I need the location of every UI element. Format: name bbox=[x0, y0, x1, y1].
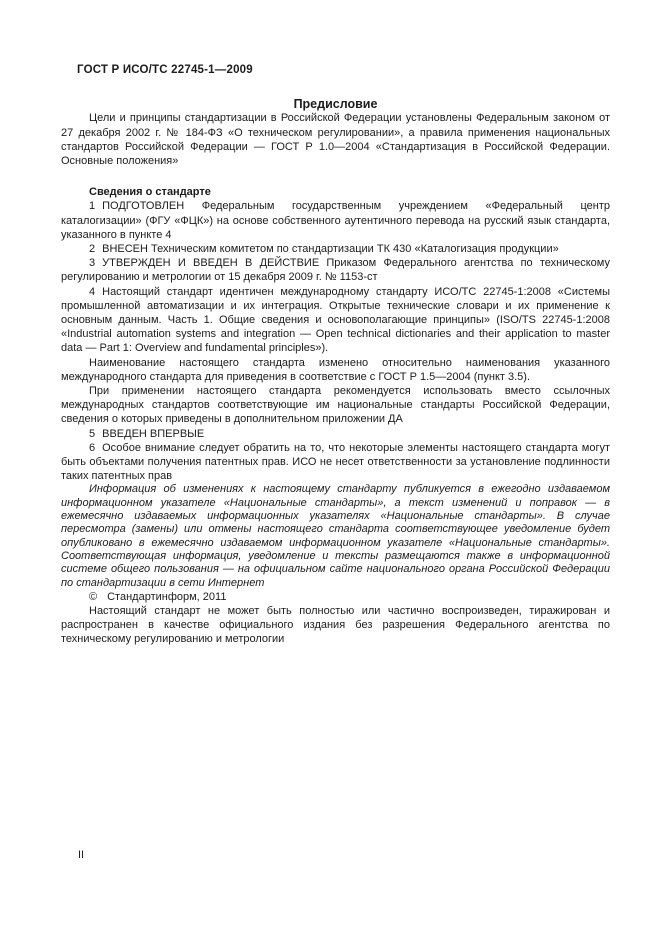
item-number: 5 bbox=[89, 427, 96, 440]
page-title: Предисловие bbox=[293, 97, 378, 112]
copyright-icon: © bbox=[89, 590, 98, 603]
page-number: II bbox=[78, 849, 85, 861]
item-4-note-renaming: Наименование настоящего стандарта изменено относительно наименования указанного международного стандарта для приведения в соответствие с ГОСТ Р 1.5—2004 (пункт 3.5). bbox=[61, 356, 610, 383]
item-text: ВНЕСЕН Техническим комитетом по стандартизации ТК 430 «Каталогизация продукции» bbox=[102, 243, 559, 256]
foreword-item-4 bbox=[61, 285, 610, 356]
item-number: 1 bbox=[89, 200, 96, 213]
item-number: 6 bbox=[89, 441, 96, 454]
item-text: Настоящий стандарт идентичен международному стандарту ИСО/ТС 22745-1:2008 «Системы промышленной автоматизации и их интеграция. Открытые технические словари и их применение к основным данным. Часть 1. Общие сведения и основополагающие принципы» (ISO/TS 22745-1:2008 «Industrial automation systems and integration — Open technical dictionaries and their application to master data — Part 1: Overview and fundamental principles»). bbox=[61, 285, 610, 355]
item-text: УТВЕРЖДЕН И ВВЕДЕН В ДЕЙСТВИЕ Приказом Федерального агентства по техническому регулированию и метрологии от 15 декабря 2009 г. № 1153-ст bbox=[61, 257, 610, 284]
item-number: 2 bbox=[89, 243, 96, 256]
item-text: ПОДГОТОВЛЕН Федеральным государственным учреждением «Федеральный центр каталогизации» (ФГУ «ФЦК») на основе собственного аутентичного перевода на русский язык стандарта, указанного в пункте 4 bbox=[61, 200, 610, 241]
item-text: ВВЕДЕН ВПЕРВЫЕ bbox=[102, 427, 205, 440]
standard-code-header: ГОСТ Р ИСО/ТС 22745-1—2009 bbox=[77, 64, 253, 76]
foreword-item-3 bbox=[61, 256, 610, 284]
copyright-text: Стандартинформ, 2011 bbox=[107, 590, 227, 603]
foreword-item-1 bbox=[61, 199, 610, 242]
foreword-item-6 bbox=[61, 441, 610, 484]
foreword-item-2 bbox=[61, 242, 610, 256]
item-number: 4 bbox=[89, 285, 96, 298]
copyright-line bbox=[61, 590, 610, 604]
item-number: 3 bbox=[89, 257, 96, 270]
foreword-intro-paragraph: Цели и принципы стандартизации в Российской Федерации установлены Федеральным законом от 27 декабря 2002 г. № 184-ФЗ «О техническом регулировании», а правила применения национальных стандартов Российской Федерации — ГОСТ Р 1.0—2004 «Стандартизация в Российской Федерации. Основные положения» bbox=[61, 112, 610, 168]
publication-notice-paragraph: Информация об изменениях к настоящему стандарту публикуется в ежегодно издаваемом информационном указателе «Национальные стандарты», а текст изменений и поправок — в ежемесячно издаваемых информационных указателях «Национальные стандарты». В случае пересмотра (замены) или отмены настоящего стандарта соответствующее уведомление будет опубликовано в ежемесячно издаваемом информационном указателе «Национальные стандарты». Соответствующая информация, уведомление и тексты размещаются также в информационной системе общего пользования — на официальном сайте национального органа Российской Федерации по стандартизации в сети Интернет bbox=[61, 483, 610, 589]
reproduction-restriction-paragraph: Настоящий стандарт не может быть полностью или частично воспроизведен, тиражирован и распространен в качестве официального издания без разрешения Федерального агентства по техническому регулированию и метрологии bbox=[61, 605, 610, 646]
standard-info-heading: Сведения о стандарте bbox=[89, 186, 211, 199]
foreword-item-5 bbox=[61, 427, 610, 441]
item-4-note-references: При применении настоящего стандарта рекомендуется использовать вместо ссылочных международных стандартов соответствующие им национальные стандарты Российской Федерации, сведения о которых приведены в дополнительном приложении ДА bbox=[61, 385, 610, 426]
item-text: Особое внимание следует обратить на то, что некоторые элементы настоящего стандарта могут быть объектами получения патентных прав. ИСО не несет ответственности за установление подлинности таких патентных прав bbox=[61, 441, 610, 483]
